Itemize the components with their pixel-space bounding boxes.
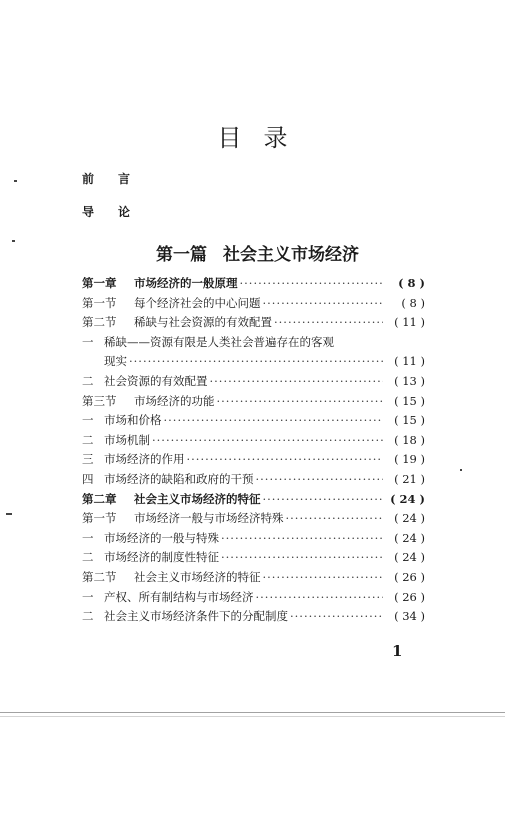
toc-entry-title: 产权、所有制结构与市场经济	[104, 589, 254, 604]
toc-front-item-introduction[interactable]: 导论	[82, 205, 155, 219]
toc-entry-page: ( 8 )	[398, 276, 425, 290]
toc-leader-dots	[274, 313, 383, 333]
scan-speck	[12, 240, 15, 242]
toc-entry-number: 第二章	[82, 491, 117, 506]
toc-leader-dots	[187, 450, 384, 470]
toc-entry-number: 二	[82, 609, 94, 624]
toc-leader-dots	[240, 274, 384, 294]
toc-entry-number: 四	[82, 471, 94, 486]
table-of-contents	[82, 274, 425, 627]
toc-entry-page: ( 15 )	[394, 393, 425, 408]
toc-entry-page: ( 15 )	[394, 413, 425, 428]
toc-entry-title: 市场机制	[104, 432, 150, 447]
scan-edge-line	[0, 712, 505, 713]
toc-leader-dots	[221, 529, 383, 549]
toc-entry-title: 市场经济的作用	[104, 452, 185, 467]
toc-entry-title: 社会资源的有效配置	[104, 373, 208, 388]
toc-entry-title: 市场和价格	[104, 413, 162, 428]
toc-entry-page: ( 24 )	[394, 530, 425, 545]
toc-entry-sub[interactable]	[82, 450, 425, 470]
toc-entry-number: 二	[82, 432, 94, 447]
toc-entry-title: 社会主义市场经济条件下的分配制度	[104, 609, 288, 624]
toc-entry-title: 现实	[104, 354, 127, 369]
toc-entry-page: ( 24 )	[394, 550, 425, 565]
toc-entry-page: ( 11 )	[394, 315, 425, 330]
toc-leader-dots	[256, 588, 384, 608]
toc-entry-page: ( 18 )	[394, 432, 425, 447]
part-title-text: 社会主义市场经济	[223, 245, 359, 265]
toc-entry-page: ( 34 )	[394, 609, 425, 624]
toc-entry-number: 一	[82, 413, 94, 428]
toc-leader-dots	[263, 490, 384, 510]
toc-entry-number: 二	[82, 373, 94, 388]
toc-entry-number: 第一章	[82, 276, 117, 290]
toc-leader-dots	[164, 411, 384, 431]
toc-entry-page: ( 8 )	[401, 295, 425, 310]
toc-entry-number: 三	[82, 452, 94, 467]
toc-entry-title: 社会主义市场经济的特征	[134, 569, 261, 584]
toc-entry-sub[interactable]	[82, 333, 425, 353]
toc-leader-dots	[263, 568, 384, 588]
toc-entry-page: ( 24 )	[394, 511, 425, 526]
toc-entry-number: 一	[82, 334, 94, 349]
part-number: 第一篇	[156, 245, 207, 265]
toc-entry-number: 一	[82, 530, 94, 545]
toc-entry-number: 第一节	[82, 511, 117, 526]
toc-entry-page: ( 26 )	[394, 569, 425, 584]
toc-entry-sub[interactable]	[82, 411, 425, 431]
toc-entry-title: 稀缺——资源有限是人类社会普遍存在的客观	[104, 334, 334, 349]
toc-leader-dots	[129, 352, 383, 372]
scan-edge-line	[0, 716, 505, 717]
toc-entry-number: 第一节	[82, 295, 117, 310]
page-title: 目录	[217, 124, 310, 152]
page-number: 1	[392, 642, 403, 660]
toc-entry-number: 第二节	[82, 315, 117, 330]
toc-entry-number: 二	[82, 550, 94, 565]
toc-entry-chapter[interactable]	[82, 274, 425, 294]
toc-entry-sub[interactable]	[82, 431, 425, 451]
toc-entry-sub[interactable]	[82, 470, 425, 490]
toc-entry-sub[interactable]	[82, 607, 425, 627]
toc-entry-sub[interactable]	[82, 529, 425, 549]
scan-speck	[6, 513, 12, 515]
toc-entry-page: ( 26 )	[394, 589, 425, 604]
toc-entry-section[interactable]	[82, 392, 425, 412]
toc-entry-number: 一	[82, 589, 94, 604]
toc-entry-title: 市场经济的功能	[134, 393, 215, 408]
toc-leader-dots	[221, 548, 383, 568]
toc-entry-page: ( 24 )	[390, 491, 425, 506]
toc-entry-title: 市场经济的一般与特殊	[104, 530, 219, 545]
scan-speck	[14, 180, 17, 182]
toc-entry-title: 社会主义市场经济的特征	[134, 491, 261, 506]
toc-entry-cont[interactable]	[82, 352, 425, 372]
toc-entry-title: 市场经济的一般原理	[134, 276, 238, 290]
toc-leader-dots	[217, 392, 384, 412]
toc-entry-sub[interactable]	[82, 372, 425, 392]
toc-entry-number: 第三节	[82, 393, 117, 408]
toc-leader-dots	[290, 607, 383, 627]
toc-entry-title: 市场经济一般与市场经济特殊	[134, 511, 284, 526]
toc-entry-section[interactable]	[82, 568, 425, 588]
toc-entry-page: ( 21 )	[394, 471, 425, 486]
toc-front-item-preface[interactable]: 前言	[82, 172, 155, 186]
toc-entry-section[interactable]	[82, 313, 425, 333]
scan-speck	[460, 469, 462, 471]
toc-leader-dots	[263, 294, 384, 314]
toc-entry-page: ( 13 )	[394, 373, 425, 388]
toc-entry-page: ( 19 )	[394, 452, 425, 467]
toc-leader-dots	[152, 431, 383, 451]
toc-leader-dots	[256, 470, 384, 490]
toc-entry-page: ( 11 )	[394, 354, 425, 369]
toc-entry-sub[interactable]	[82, 548, 425, 568]
toc-entry-section[interactable]	[82, 509, 425, 529]
toc-entry-title: 市场经济的缺陷和政府的干预	[104, 471, 254, 486]
toc-entry-title: 市场经济的制度性特征	[104, 550, 219, 565]
toc-entry-number: 第二节	[82, 569, 117, 584]
part-heading	[0, 240, 505, 265]
toc-leader-dots	[210, 372, 384, 392]
toc-entry-chapter[interactable]	[82, 490, 425, 510]
toc-entry-section[interactable]	[82, 294, 425, 314]
toc-entry-title: 稀缺与社会资源的有效配置	[134, 315, 272, 330]
toc-leader-dots	[286, 509, 384, 529]
toc-entry-title: 每个经济社会的中心问题	[134, 295, 261, 310]
toc-entry-sub[interactable]	[82, 588, 425, 608]
